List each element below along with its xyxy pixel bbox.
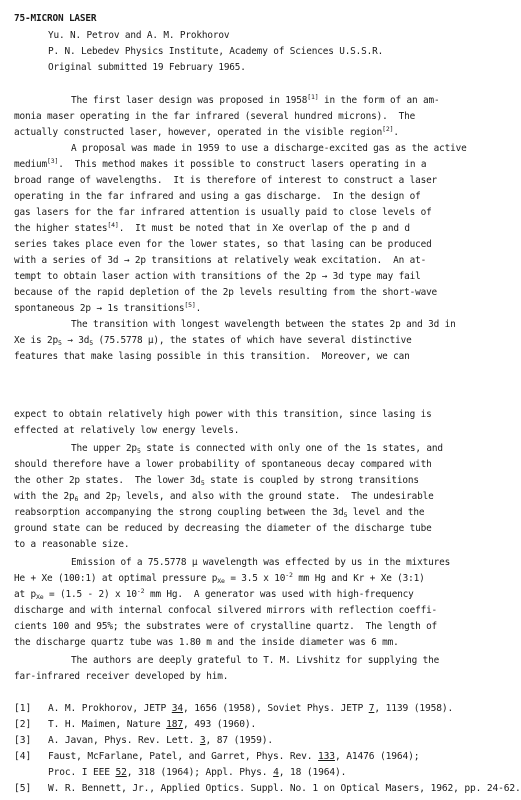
body-line: effected at relatively low energy levels. bbox=[14, 425, 240, 436]
body-line: the higher states[4]. It must be noted that in Xe overlap of the p and d bbox=[14, 221, 410, 234]
reference-text: W. R. Bennett, Jr., Applied Optics. Suppl. No. 1 on Optical Masers, 1962, pp. 24-62. bbox=[48, 783, 521, 794]
body-line: to a reasonable size. bbox=[14, 539, 130, 550]
body-line: features that make lasing possible in this transition. Moreover, we can bbox=[14, 351, 410, 362]
acknowledgement-line: The authors are deeply grateful to T. M. Livshitz for supplying the bbox=[71, 655, 440, 666]
body-line: The upper $2p_5$ state is connected with only one of the 1s states, and bbox=[71, 443, 443, 455]
body-line: at $p_{Xe} = (1.5 - 2)$ x $10^{-2}$ mm Hg. A generator was used with high-frequency bbox=[14, 587, 414, 601]
authors: Yu. N. Petrov and A. M. Prokhorov bbox=[48, 30, 230, 41]
body-line: operating in the far infrared and using a gas discharge. In the design of bbox=[14, 191, 421, 202]
body-line: The first laser design was proposed in 1958[1] in the form of an am- bbox=[71, 93, 440, 106]
body-line: the other 2p states. The lower $3d_5$ state is coupled by strong transitions bbox=[14, 475, 419, 487]
body-line: Emission of a 75.5778 μ wavelength was effected by us in the mixtures bbox=[71, 557, 451, 568]
citation: [2] bbox=[382, 125, 394, 133]
citation: [5] bbox=[184, 301, 196, 309]
paper-title: 75-MICRON LASER bbox=[14, 13, 97, 24]
reference-number: [4] bbox=[14, 751, 32, 762]
reference-text: Proc. I EEE 52, 318 (1964); Appl. Phys. 4, 18 (1964). bbox=[48, 767, 347, 778]
institute: P. N. Lebedev Physics Institute, Academy of Sciences U.S.S.R. bbox=[48, 46, 384, 57]
body-line: with the $2p_6$ and $2p_7$ levels, and also with the ground state. The undesirable bbox=[14, 491, 434, 503]
body-line: cients 100 and 95%; the substrates were of crystalline quartz. The length of bbox=[14, 621, 438, 632]
body-line: series takes place even for the lower states, so that lasing can be produced bbox=[14, 239, 432, 250]
body-line: A proposal was made in 1959 to use a discharge-excited gas as the active bbox=[71, 143, 467, 154]
body-line: The transition with longest wavelength between the states 2p and 3d in bbox=[71, 319, 456, 330]
body-line: discharge and with internal confocal silvered mirrors with reflection coeffi- bbox=[14, 605, 438, 616]
reference-text: T. H. Maimen, Nature 187, 493 (1960). bbox=[48, 719, 257, 730]
body-line: Xe is $2p_5 \to 3d_5$ (75.5778 μ), the states of which have several distinctive bbox=[14, 335, 412, 347]
body-line: gas lasers for the far infrared attention is usually paid to close levels of bbox=[14, 207, 432, 218]
body-line: the discharge quartz tube was 1.80 m and the inside diameter was 6 mm. bbox=[14, 637, 399, 648]
body-line: because of the rapid depletion of the 2p levels resulting from the short-wave bbox=[14, 287, 438, 298]
body-line: ground state can be reduced by decreasing the diameter of the discharge tube bbox=[14, 523, 432, 534]
reference-text: Faust, McFarlane, Patel, and Garret, Phys. Rev. 133, A1476 (1964); bbox=[48, 751, 420, 762]
body-line: expect to obtain relatively high power with this transition, since lasing is bbox=[14, 409, 432, 420]
submission-date: Original submitted 19 February 1965. bbox=[48, 62, 246, 73]
citation: [3] bbox=[46, 157, 59, 165]
reference-number: [1] bbox=[14, 703, 32, 714]
body-line: monia maser operating in the far infrared (several hundred microns). The bbox=[14, 111, 416, 122]
acknowledgement-line: far-infrared receiver developed by him. bbox=[14, 671, 229, 682]
body-line: actually constructed laser, however, operated in the visible region[2]. bbox=[14, 125, 399, 138]
reference-text: A. Javan, Phys. Rev. Lett. 3, 87 (1959). bbox=[48, 735, 274, 746]
reference-text-cont: 1962, pp. 24-62. bbox=[424, 783, 521, 794]
body-line: tempt to obtain laser action with transitions of the 2p → 3d type may fail bbox=[14, 271, 421, 282]
body-line: reabsorption accompanying the strong coupling between the $3d_5$ level and the bbox=[14, 507, 425, 519]
body-line: medium[3]. This method makes it possible to construct lasers operating in a bbox=[14, 157, 427, 170]
body-line: with a series of 3d → 2p transitions at relatively weak excitation. An at- bbox=[14, 255, 427, 266]
reference-number: [3] bbox=[14, 735, 32, 746]
citation: [4] bbox=[107, 221, 119, 229]
body-line: should therefore have a lower probability of spontaneous decay compared with bbox=[14, 459, 432, 470]
citation: [1] bbox=[307, 93, 319, 101]
body-line: broad range of wavelengths. It is therefore of interest to construct a laser bbox=[14, 175, 438, 186]
body-line: spontaneous 2p → 1s transitions[5]. bbox=[14, 301, 202, 314]
reference-number: [5] bbox=[14, 783, 32, 794]
reference-text: A. M. Prokhorov, JETP 34, 1656 (1958), Soviet Phys. JETP 7, 1139 (1958). bbox=[48, 703, 454, 714]
body-line: He + Xe (100:1) at optimal pressure $p_{Xe} = 3.5$ x $10^{-2}$ mm Hg and Kr + Xe (3:1) bbox=[14, 571, 425, 585]
reference-number: [2] bbox=[14, 719, 32, 730]
